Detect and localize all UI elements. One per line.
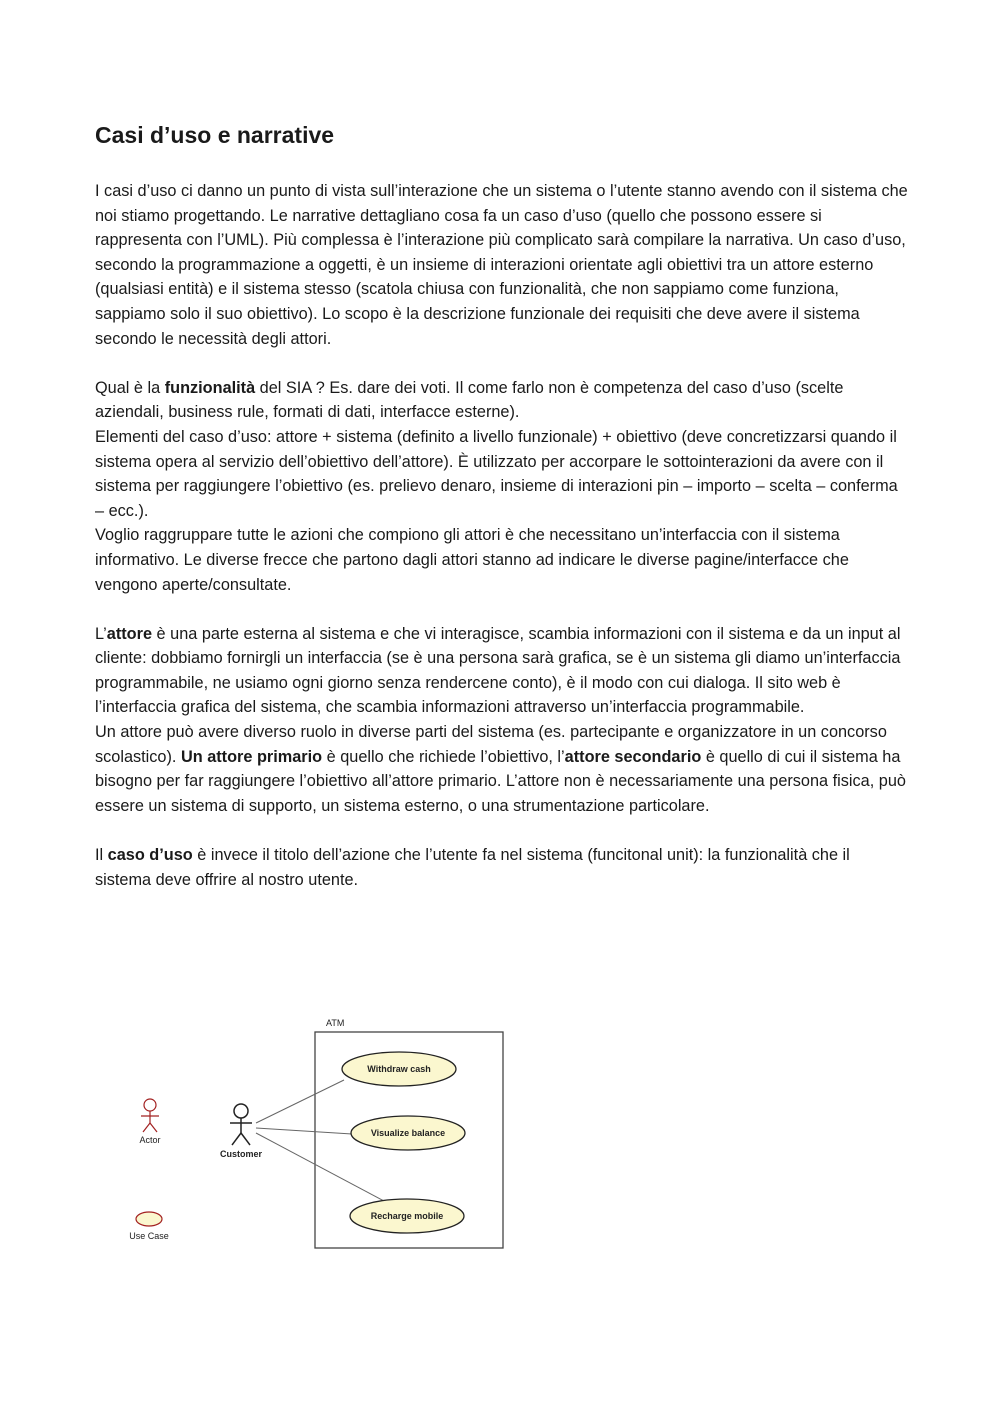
legend-actor-label: Actor: [139, 1135, 161, 1145]
legend-usecase-label: Use Case: [129, 1231, 169, 1241]
text-run: è quello che richiede l’obiettivo, l’: [322, 747, 565, 766]
text-run: Qual è la: [95, 378, 165, 397]
paragraph-intro: [95, 179, 910, 351]
bold-term: attore: [106, 624, 153, 643]
document-page: [95, 120, 910, 892]
text-run: L’: [95, 624, 107, 643]
customer-actor-label: Customer: [219, 1149, 263, 1159]
system-label: ATM: [326, 1018, 345, 1028]
paragraph-azioni: [95, 523, 910, 597]
use-case-visualize-balance-label: Visualize balance: [370, 1128, 446, 1138]
text-run: è una parte esterna al sistema e che vi interagisce, scambia informazioni con il sistema e da un input al cliente: dobbiamo fornirgli un interfaccia (se è una persona sarà grafica, se è un sistema gli diamo un’interfaccia programmabile, ne usiamo ogni giorno senza rendercene conto), è il modo con cui dialoga. Il sito web è l’interfaccia grafica del sistema, che scambia informazioni attraverso un’interfaccia programmabile.: [95, 624, 901, 717]
text-run: I casi d’uso ci danno un punto di vista sull’interazione che un sistema o l’utente stanno avendo con il sistema che noi stiamo progettando. Le narrative dettagliano cosa fa un caso d’uso (quello che possono essere si rappresenta con l’UML). Più complessa è l’interazione più complicato sarà compilare la narrativa. Un caso d’uso, secondo la programmazione a oggetti, è un insieme di interazioni orientate agli obiettivi tra un attore esterno (qualsiasi entità) e il sistema stesso (scatola chiusa con funzionalità, che non sappiamo come funziona, sappiamo solo il suo obiettivo). Lo scopo è la descrizione funzionale dei requisiti che deve avere il sistema secondo le necessità degli attori.: [95, 182, 908, 348]
text-run: Voglio raggruppare tutte le azioni che compiono gli attori è che necessitano un’interfaccia con il sistema informativo. Le diverse frecce che partono dagli attori stanno ad indicare le diverse pagine/interfacce che vengono aperte/consultate.: [95, 526, 849, 594]
legend-usecase-icon: [136, 1212, 162, 1226]
paragraph-ruolo: [95, 720, 910, 818]
paragraph-funzionalita: [95, 376, 910, 425]
bold-term: caso d’uso: [107, 846, 193, 865]
use-case-diagram: [110, 1010, 530, 1270]
use-case-withdraw-cash-label: Withdraw cash: [367, 1064, 431, 1074]
legend-actor-icon: [141, 1099, 159, 1132]
text-run: Elementi del caso d’uso: attore + sistema (definito a livello funzionale) + obiettivo (deve concretizzarsi quando il sistema opera al servizio dell’obiettivo dell’attore). È utilizzato per accorpare le sottointerazioni da avere con il sistema per raggiungere l’obiettivo (es. prelievo denaro, insieme di interazioni pin – importo – scelta – conferma – ecc.).: [95, 427, 898, 520]
text-run: è invece il titolo dell’azione che l’utente fa nel sistema (funcitonal unit): la funzionalità che il sistema deve offrire al nostro utente.: [95, 846, 850, 889]
paragraph-caso-uso: [95, 843, 910, 892]
text-run: Il: [95, 846, 108, 865]
bold-term: attore secondario: [564, 747, 702, 766]
customer-actor-icon: [230, 1104, 252, 1145]
text-run: del SIA ? Es. dare dei voti. Il come farlo non è competenza del caso d’uso (scelte aziendali, business rule, formati di dati, interfacce esterne).: [95, 378, 844, 422]
association-balance: [256, 1128, 352, 1134]
page-title: Casi d’uso e narrative: [95, 122, 335, 148]
bold-term: funzionalità: [164, 378, 256, 397]
use-case-recharge-mobile-label: Recharge mobile: [370, 1211, 444, 1221]
paragraph-attore: [95, 622, 910, 720]
association-withdraw: [256, 1080, 344, 1123]
text-run: è quello di cui il sistema ha bisogno per far raggiungere l’obiettivo all’attore primario. L’attore non è necessariamente una persona fisica, può essere un sistema di supporto, un sistema esterno, o una strumentazione particolare.: [95, 747, 906, 815]
bold-term: Un attore primario: [180, 747, 323, 766]
text-run: Un attore può avere diverso ruolo in diverse parti del sistema (es. partecipante e organizzatore in un concorso scolastico).: [95, 723, 887, 766]
paragraph-elementi: [95, 425, 910, 523]
